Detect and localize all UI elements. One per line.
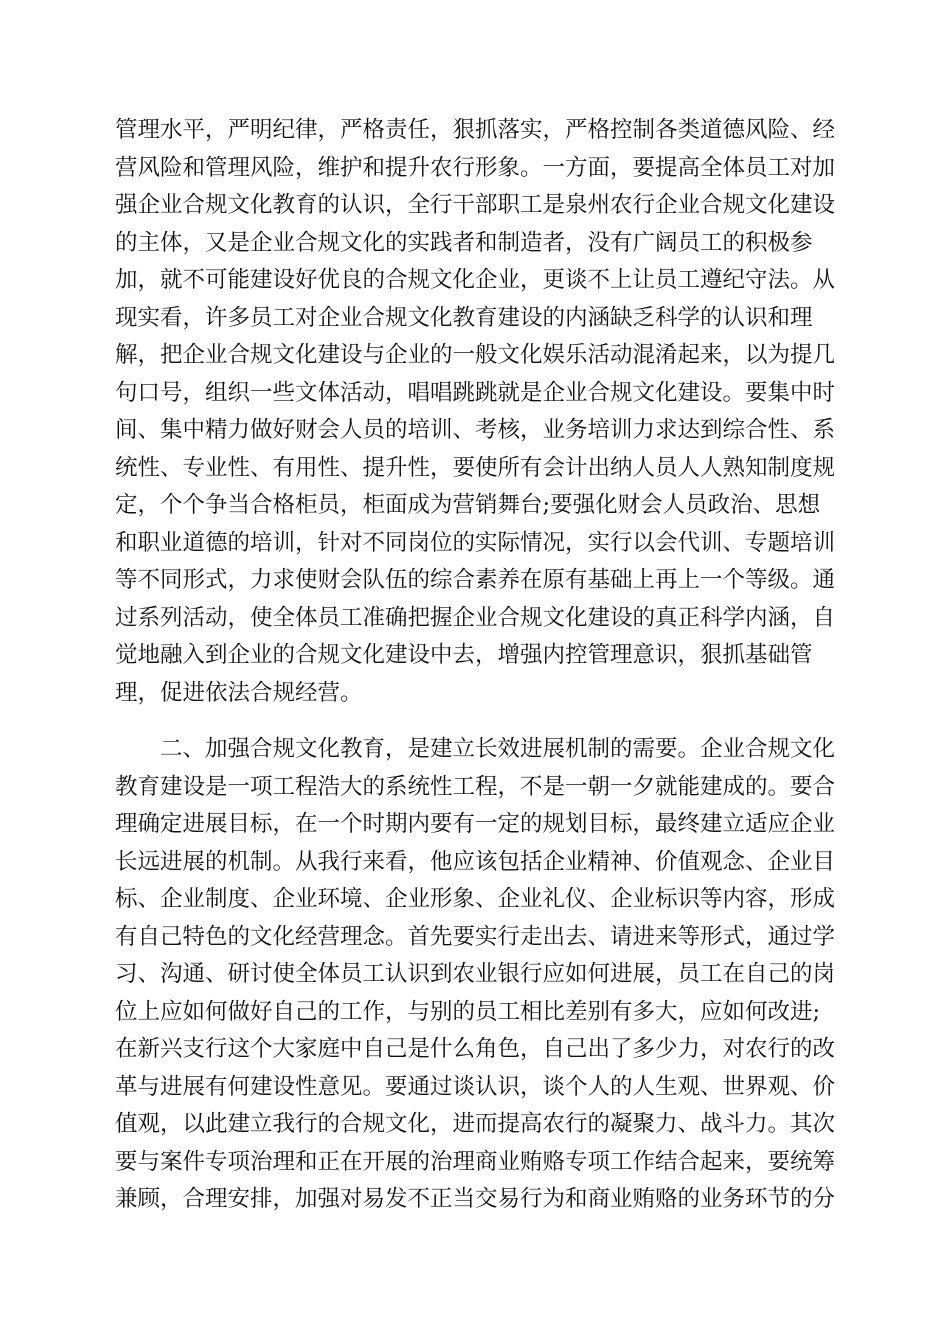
text-line: 句口号，组织一些文体活动，唱唱跳跳就是企业合规文化建设。要集中时 bbox=[115, 379, 836, 406]
text-line: 在新兴支行这个大家庭中自己是什么角色，自己出了多少力，对农行的改 bbox=[115, 1036, 836, 1062]
text-line: 标、企业制度、企业环境、企业形象、企业礼仪、企业标识等内容，形成 bbox=[115, 886, 836, 912]
text-line: 强企业合规文化教育的认识，全行干部职工是泉州农行企业合规文化建设 bbox=[115, 192, 836, 218]
text-line: 解，把企业合规文化建设与企业的一般文化娱乐活动混淆起来，以为提几 bbox=[115, 342, 836, 368]
text-line: 现实看，许多员工对企业合规文化教育建设的内涵缺乏科学的认识和理 bbox=[115, 304, 813, 331]
text-line: 理确定进展目标，在一个时期内要有一定的规划目标，最终建立适应企业 bbox=[115, 811, 836, 837]
text-line: 习、沟通、研讨使全体员工认识到农业银行应如何进展，员工在自己的岗 bbox=[115, 961, 836, 987]
text-line: 兼顾，合理安排，加强对易发不正当交易行为和商业贿赂的业务环节的分 bbox=[115, 1186, 836, 1212]
text-line: 等不同形式，力求使财会队伍的综合素养在原有基础上再上一个等级。通 bbox=[115, 567, 836, 593]
text-line: 教育建设是一项工程浩大的系统性工程，不是一朝一夕就能建成的。要合 bbox=[115, 773, 836, 800]
text-line: 要与案件专项治理和正在开展的治理商业贿赂专项工作结合起来，要统筹 bbox=[115, 1148, 836, 1175]
paragraph-2 bbox=[115, 731, 835, 1219]
text-line: 定，个个争当合格柜员，柜面成为营销舞台;要强化财会人员政治、思想 bbox=[115, 492, 821, 518]
text-line: 统性、专业性、有用性、提升性，要使所有会计出纳人员人人熟知制度规 bbox=[115, 454, 836, 481]
text-line: 间、集中精力做好财会人员的培训、考核，业务培训力求达到综合性、系 bbox=[115, 417, 836, 443]
text-line: 位上应如何做好自己的工作，与别的员工相比差别有多大，应如何改进; bbox=[115, 998, 821, 1025]
text-line: 理，促进依法合规经营。 bbox=[115, 679, 363, 706]
text-line: 过系列活动，使全体员工准确把握企业合规文化建设的真正科学内涵，自 bbox=[115, 604, 836, 631]
text-line: 的主体，又是企业合规文化的实践者和制造者，没有广阔员工的积极参 bbox=[115, 229, 813, 256]
text-line: 有自己特色的文化经营理念。首先要实行走出去、请进来等形式，通过学 bbox=[115, 923, 836, 950]
text-line: 革与进展有何建设性意见。要通过谈认识，谈个人的人生观、世界观、价 bbox=[115, 1073, 836, 1100]
text-line: 管理水平，严明纪律，严格责任，狠抓落实，严格控制各类道德风险、经 bbox=[115, 117, 836, 143]
text-line: 值观，以此建立我行的合规文化，进而提高农行的凝聚力、战斗力。其次 bbox=[115, 1111, 836, 1137]
text-line: 二、加强合规文化教育，是建立长效进展机制的需要。企业合规文化 bbox=[115, 736, 836, 762]
paragraph-1 bbox=[115, 112, 835, 712]
text-line: 加，就不可能建设好优良的合规文化企业，更谈不上让员工遵纪守法。从 bbox=[115, 267, 836, 293]
text-line: 觉地融入到企业的合规文化建设中去，增强内控管理意识，狠抓基础管 bbox=[115, 642, 813, 668]
text-line: 和职业道德的培训，针对不同岗位的实际情况，实行以会代训、专题培训 bbox=[115, 529, 836, 556]
text-line: 长远进展的机制。从我行来看，他应该包括企业精神、价值观念、企业目 bbox=[115, 848, 836, 875]
text-line: 营风险和管理风险，维护和提升农行形象。一方面，要提高全体员工对加 bbox=[115, 154, 836, 181]
